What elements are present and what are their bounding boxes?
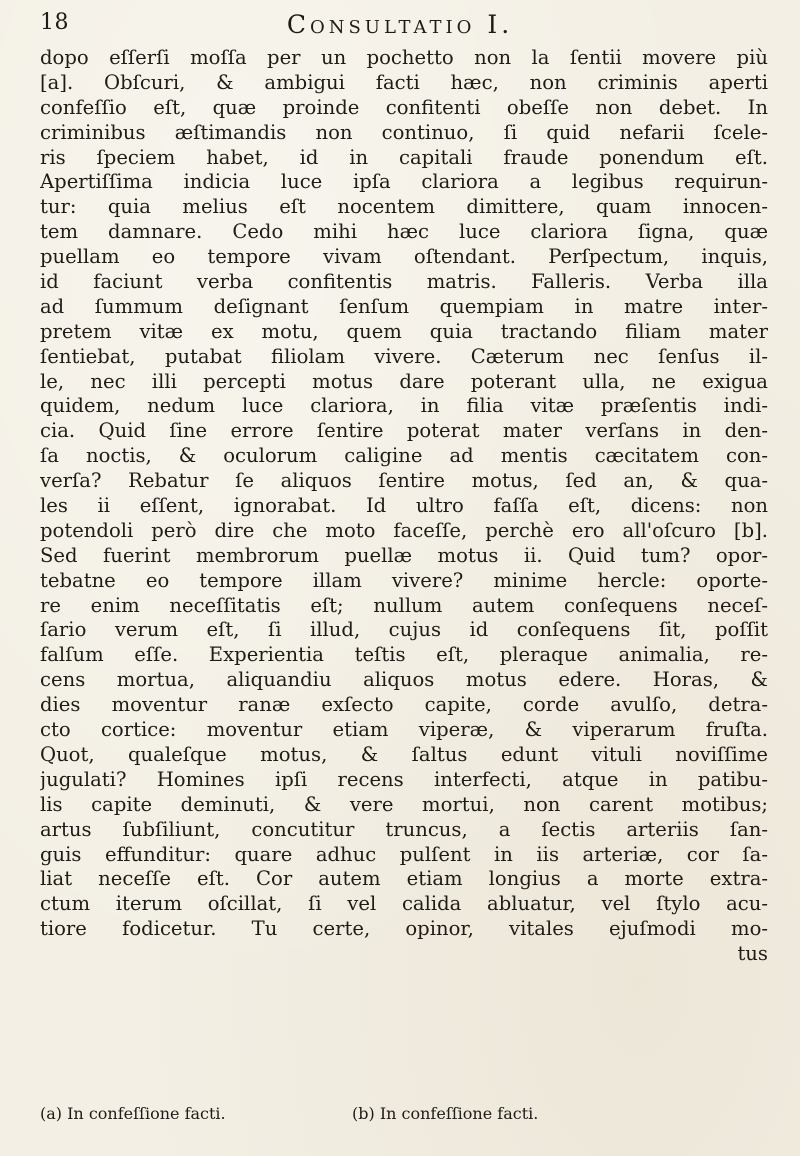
text-line: liat neceſſe eſt. Cor autem etiam longius a morte extra- — [40, 867, 768, 891]
text-line: falſum eſſe. Experientia teſtis eſt, pleraque animalia, re- — [40, 643, 768, 667]
footnote-a: (a) In confeſſione facti. — [40, 1104, 226, 1123]
text-line: cens mortua, aliquandiu aliquos motus edere. Horas, & — [40, 668, 768, 692]
footnotes — [40, 1104, 768, 1128]
text-line: tem damnare. Cedo mihi hæc luce clariora ſigna, quæ — [40, 220, 768, 244]
text-line: ſa noctis, & oculorum caligine ad mentis cæcitatem con- — [40, 444, 768, 468]
running-title: Consultatio I. — [286, 10, 514, 39]
text-line: artus ſubſiliunt, concutitur truncus, a ſectis arteriis ſan- — [40, 817, 768, 841]
text-line: Sed fuerint membrorum puellæ motus ii. Quid tum? opor- — [40, 543, 768, 567]
text-line: guis effunditur: quare adhuc pulſent in iis arteriæ, cor ſa- — [40, 842, 768, 866]
text-line: Apertiſſima indicia luce ipſa clariora a legibus requirun- — [40, 170, 768, 194]
text-line: dies moventur ranæ exſecto capite, corde avulſo, detra- — [40, 693, 768, 717]
text-line: tiore fodicetur. Tu certe, opinor, vitales ejuſmodi mo- — [40, 917, 768, 941]
text-line: Quot, qualeſque motus, & ſaltus edunt vituli noviſſime — [40, 742, 768, 766]
text-line: tur: quia melius eſt nocentem dimittere, quam innocen- — [40, 195, 768, 219]
text-line: [a]. Obſcuri, & ambigui facti hæc, non criminis aperti — [40, 70, 768, 94]
text-line: le, nec illi percepti motus dare poterant ulla, ne exigua — [40, 369, 768, 393]
text-line: puellam eo tempore vivam oſtendant. Perſpectum, inquis, — [40, 245, 768, 269]
footnote-b: (b) In confeſſione facti. — [352, 1104, 539, 1123]
text-line: quidem, nedum luce clariora, in filia vitæ præſentis indi- — [40, 394, 768, 418]
text-line: jugulati? Homines ipſi recens interfecti, atque in patibu- — [40, 767, 768, 791]
text-line: criminibus æſtimandis non continuo, ſi quid nefarii ſcele- — [40, 120, 768, 144]
text-line: re enim neceſſitatis eſt; nullum autem conſequens neceſ- — [40, 593, 768, 617]
page-number: 18 — [40, 10, 69, 35]
text-line: ſario verum eſt, ſi illud, cujus id conſequens ſit, poſſit — [40, 618, 768, 642]
text-line: id faciunt verba confitentis matris. Falleris. Verba illa — [40, 270, 768, 294]
text-line: dopo eſſerſi moſſa per un pochetto non la ſentii movere più — [40, 46, 768, 69]
text-line: cia. Quid ſine errore ſentire poterat mater verſans in den- — [40, 419, 768, 443]
text-line: confeſſio eſt, quæ proinde confitenti obeſſe non debet. In — [40, 95, 768, 119]
running-head — [30, 10, 770, 44]
text-line: lis capite deminuti, & vere mortui, non carent motibus; — [40, 792, 768, 816]
text-line: tebatne eo tempore illam vivere? minime hercle: oporte- — [40, 568, 768, 592]
text-line: cto cortice: moventur etiam viperæ, & viperarum fruſta. — [40, 718, 768, 742]
text-line: les ii eſſent, ignorabat. Id ultro faſſa eſt, dicens: non — [40, 494, 768, 518]
text-line: ris ſpeciem habet, id in capitali fraude ponendum eſt. — [40, 145, 768, 169]
text-line: potendoli però dire che moto faceſſe, perchè ero all'oſcuro [b]. — [40, 518, 768, 542]
body-text — [40, 46, 768, 967]
text-line-catchword: tus — [737, 942, 768, 966]
text-line: verſa? Rebatur ſe aliquos ſentire motus, ſed an, & qua- — [40, 469, 768, 493]
text-line: ad ſummum deſignant ſenſum quempiam in matre inter- — [40, 294, 768, 318]
text-line: pretem vitæ ex motu, quem quia tractando filiam mater — [40, 319, 768, 343]
text-line: ſentiebat, putabat filiolam vivere. Cæterum nec ſenſus il- — [40, 344, 768, 368]
text-line: ctum iterum oſcillat, ſi vel calida abluatur, vel ſtylo acu- — [40, 892, 768, 916]
